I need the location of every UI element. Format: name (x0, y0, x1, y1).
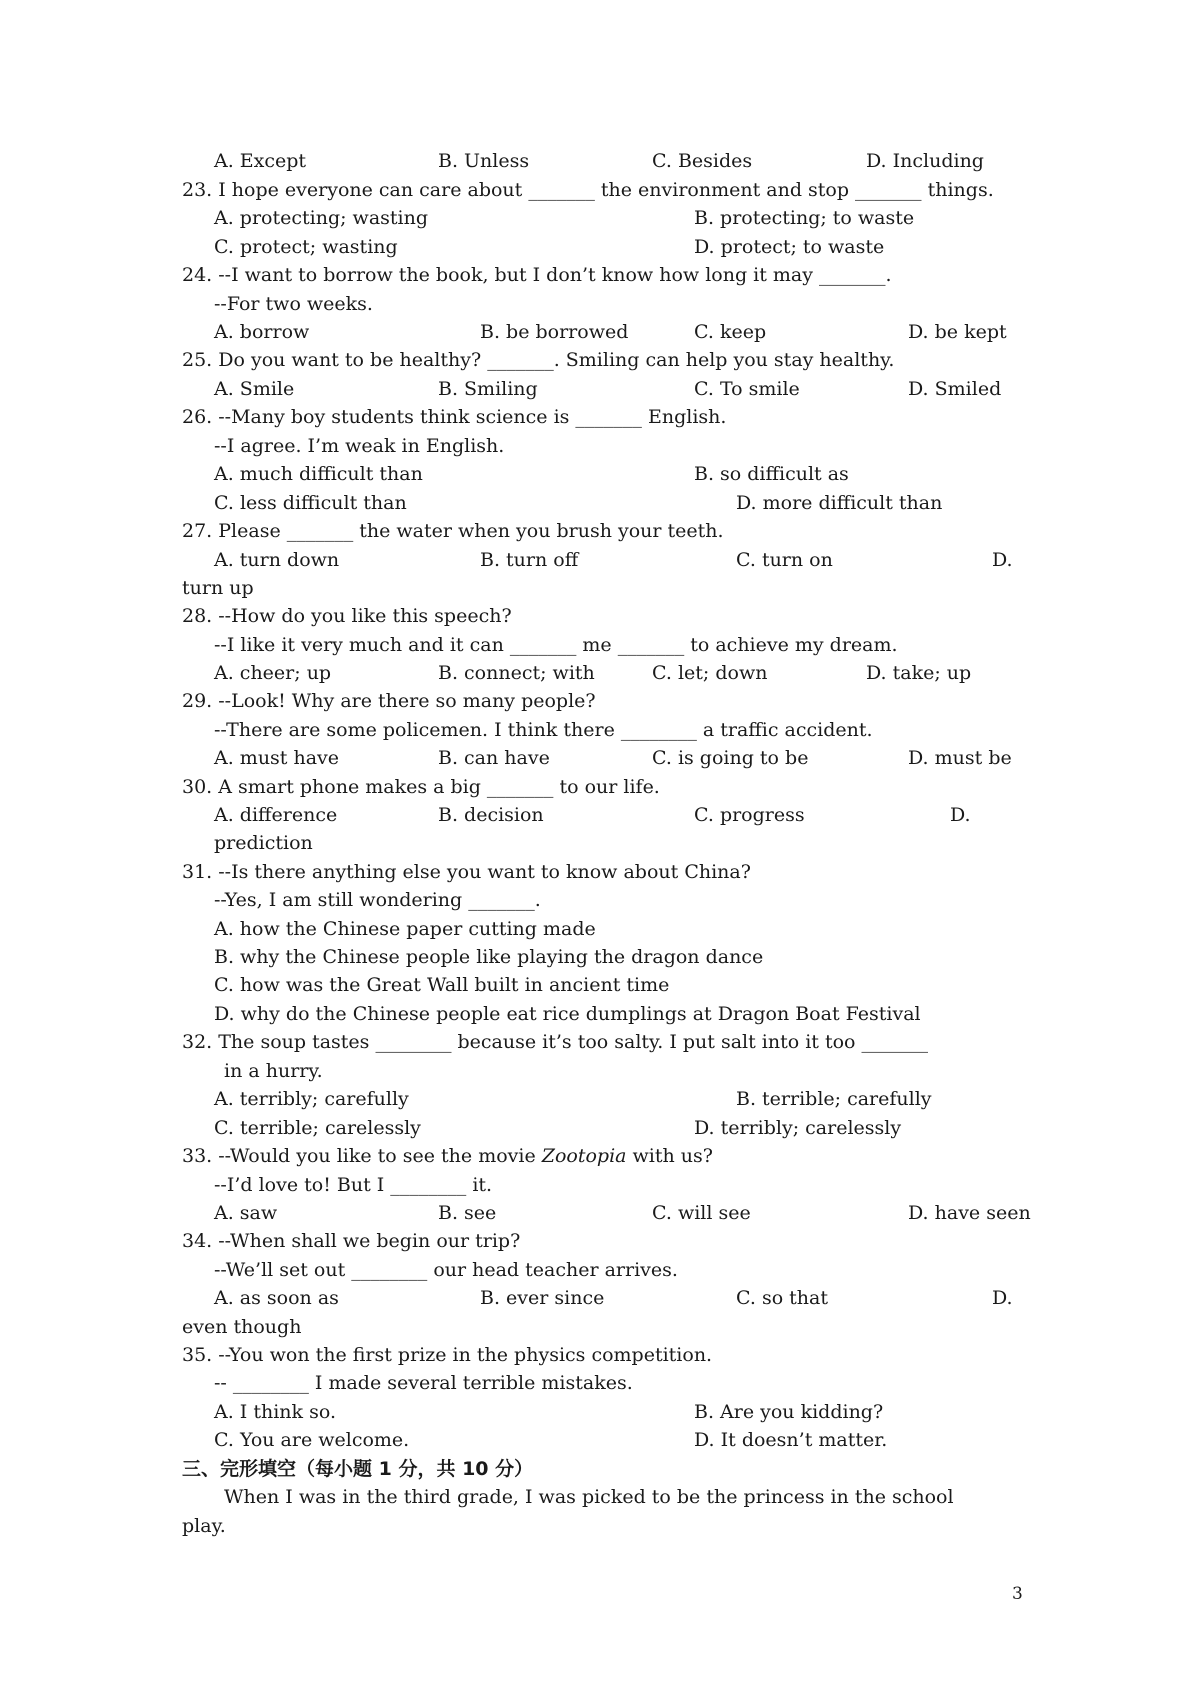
q32-option-b: B. terrible; carefully (736, 1088, 932, 1110)
q24-option-b: B. be borrowed (480, 321, 629, 343)
q22-option-a: A. Except (214, 150, 307, 172)
q33-reply: --I’d love to! But I ________ it. (214, 1174, 493, 1196)
q25-option-c: C. To smile (694, 378, 800, 400)
q28-option-a: A. cheer; up (214, 662, 332, 684)
q34-stem: 34. --When shall we begin our trip? (182, 1230, 521, 1252)
q31-option-b: B. why the Chinese people like playing the dragon dance (214, 946, 764, 968)
q35-stem: 35. --You won the first prize in the physics competition. (182, 1344, 713, 1366)
q23-option-c: C. protect; wasting (214, 236, 398, 258)
q23-stem: 23. I hope everyone can care about _______ the environment and stop _______ things. (182, 179, 994, 201)
q25-option-a: A. Smile (214, 378, 295, 400)
cloze-paragraph-line2: play. (182, 1515, 226, 1537)
cloze-paragraph-line1: When I was in the third grade, I was picked to be the princess in the school (224, 1486, 954, 1508)
q28-option-b: B. connect; with (438, 662, 595, 684)
q25-option-d: D. Smiled (908, 378, 1002, 400)
q27-option-b: B. turn off (480, 549, 579, 571)
q33-stem (182, 1143, 713, 1169)
q22-option-d: D. Including (866, 150, 984, 172)
q23-option-b: B. protecting; to waste (694, 207, 915, 229)
q33-option-c: C. will see (652, 1202, 751, 1224)
q27-stem: 27. Please _______ the water when you brush your teeth. (182, 520, 724, 542)
q22-option-b: B. Unless (438, 150, 530, 172)
q31-stem: 31. --Is there anything else you want to know about China? (182, 861, 751, 883)
q31-option-a: A. how the Chinese paper cutting made (214, 918, 596, 940)
q26-option-b: B. so difficult as (694, 463, 849, 485)
q35-option-d: D. It doesn’t matter. (694, 1429, 888, 1451)
q35-option-b: B. Are you kidding? (694, 1401, 884, 1423)
q30-option-c: C. progress (694, 804, 805, 826)
section-heading: 三、完形填空（每小题 1 分，共 10 分） (182, 1458, 534, 1480)
q32-stem: 32. The soup tastes ________ because it’s too salty. I put salt into it too _______ (182, 1031, 929, 1053)
q23-option-d: D. protect; to waste (694, 236, 885, 258)
q26-stem: 26. --Many boy students think science is _______ English. (182, 406, 727, 428)
q26-reply: --I agree. I’m weak in English. (214, 435, 505, 457)
page-number: 3 (1012, 1584, 1023, 1604)
q35-option-c: C. You are welcome. (214, 1429, 410, 1451)
q28-option-d: D. take; up (866, 662, 972, 684)
q29-option-a: A. must have (214, 747, 340, 769)
q28-option-c: C. let; down (652, 662, 768, 684)
q33-option-b: B. see (438, 1202, 497, 1224)
q26-option-d: D. more difficult than (736, 492, 943, 514)
q27-option-c: C. turn on (736, 549, 833, 571)
q24-option-a: A. borrow (214, 321, 310, 343)
q31-reply: --Yes, I am still wondering _______. (214, 889, 541, 911)
q26-option-a: A. much difficult than (214, 463, 423, 485)
q25-option-b: B. Smiling (438, 378, 538, 400)
q29-reply: --There are some policemen. I think there ________ a traffic accident. (214, 719, 873, 741)
q35-option-a: A. I think so. (214, 1401, 336, 1423)
q27-option-d-letter: D. (992, 549, 1013, 571)
q24-reply: --For two weeks. (214, 293, 373, 315)
q29-stem: 29. --Look! Why are there so many people? (182, 690, 596, 712)
q33-option-d: D. have seen (908, 1202, 1031, 1224)
q30-option-a: A. difference (214, 804, 338, 826)
q29-option-b: B. can have (438, 747, 550, 769)
q34-option-c: C. so that (736, 1287, 829, 1309)
q24-option-c: C. keep (694, 321, 767, 343)
q31-option-c: C. how was the Great Wall built in ancient time (214, 974, 670, 996)
q25-stem: 25. Do you want to be healthy? _______. Smiling can help you stay healthy. (182, 349, 895, 371)
q33-movie-title: Zootopia (541, 1145, 627, 1167)
q32-option-c: C. terrible; carelessly (214, 1117, 421, 1139)
q33-stem-pre: 33. --Would you like to see the movie (182, 1145, 542, 1167)
q34-option-d-letter: D. (992, 1287, 1013, 1309)
q30-option-d-letter: D. (950, 804, 971, 826)
q34-option-d-text: even though (182, 1316, 302, 1338)
q35-reply: -- ________ I made several terrible mistakes. (214, 1372, 633, 1394)
q33-option-a: A. saw (214, 1202, 278, 1224)
q34-option-a: A. as soon as (214, 1287, 339, 1309)
q27-option-a: A. turn down (214, 549, 340, 571)
q26-option-c: C. less difficult than (214, 492, 407, 514)
q33-stem-post: with us? (626, 1145, 713, 1167)
q31-option-d: D. why do the Chinese people eat rice dumplings at Dragon Boat Festival (214, 1003, 921, 1025)
q30-option-b: B. decision (438, 804, 544, 826)
q23-option-a: A. protecting; wasting (214, 207, 429, 229)
q24-option-d: D. be kept (908, 321, 1007, 343)
q28-reply: --I like it very much and it can _______ me _______ to achieve my dream. (214, 634, 898, 656)
q28-stem: 28. --How do you like this speech? (182, 605, 512, 627)
q30-option-d-text: prediction (214, 832, 313, 854)
q32-option-a: A. terribly; carefully (214, 1088, 409, 1110)
q29-option-d: D. must be (908, 747, 1012, 769)
q32-stem-continued: in a hurry. (224, 1060, 323, 1082)
q34-reply: --We’ll set out ________ our head teacher arrives. (214, 1259, 678, 1281)
q32-option-d: D. terribly; carelessly (694, 1117, 902, 1139)
q30-stem: 30. A smart phone makes a big _______ to our life. (182, 776, 660, 798)
q24-stem: 24. --I want to borrow the book, but I don’t know how long it may _______. (182, 264, 892, 286)
q22-option-c: C. Besides (652, 150, 753, 172)
q34-option-b: B. ever since (480, 1287, 605, 1309)
q27-option-d-text: turn up (182, 577, 254, 599)
q29-option-c: C. is going to be (652, 747, 809, 769)
